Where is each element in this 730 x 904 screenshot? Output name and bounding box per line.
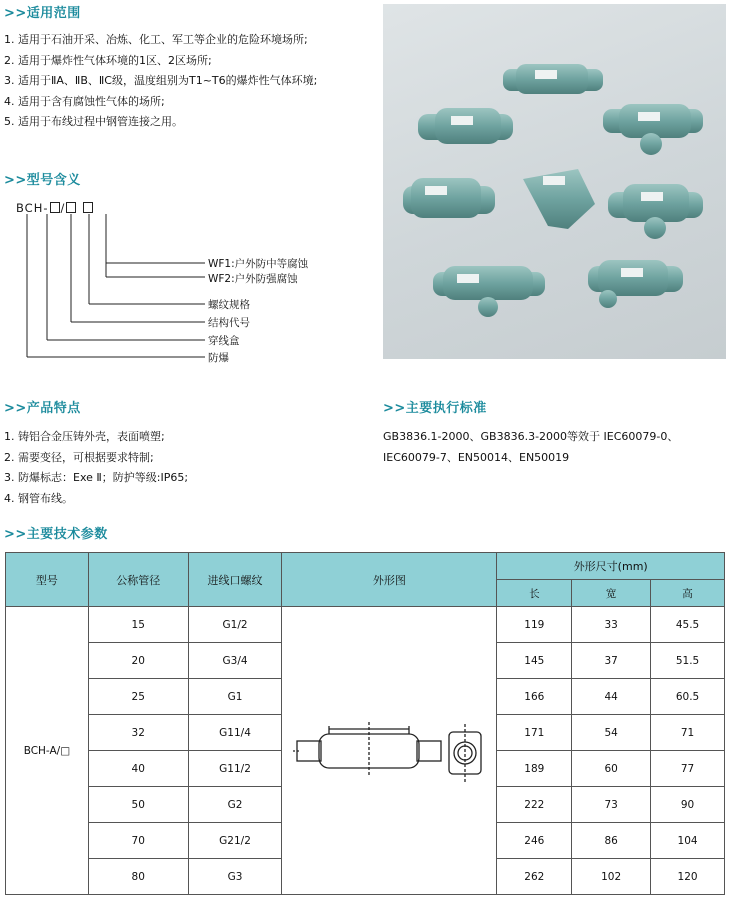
cell-diameter: 40 <box>88 751 188 787</box>
cell-diameter: 32 <box>88 715 188 751</box>
header-thread: 进线口螺纹 <box>188 553 282 607</box>
cell-height: 90 <box>651 787 725 823</box>
cell-model: BCH-A/□ <box>6 607 89 895</box>
conduit-box-elbow-mid <box>403 178 495 218</box>
conduit-box-tee-right <box>603 104 703 155</box>
cell-width: 73 <box>572 787 651 823</box>
cell-length: 262 <box>497 859 572 895</box>
model-label-wf1: WF1:户外防中等腐蚀 <box>208 258 309 270</box>
scope-title: >>适用范围 <box>4 6 81 21</box>
conduit-box-small-tee <box>588 260 683 308</box>
list-item: 3. 适用于ⅡA、ⅡB、ⅡC级，温度组别为T1~T6的爆炸性气体环境; <box>4 74 318 87</box>
cell-diameter: 50 <box>88 787 188 823</box>
cell-height: 45.5 <box>651 607 725 643</box>
model-label-thread: 螺纹规格 <box>208 299 250 311</box>
cell-diameter: 15 <box>88 607 188 643</box>
cell-diameter: 25 <box>88 679 188 715</box>
list-item: 2. 需要变径，可根据要求特制; <box>4 450 154 464</box>
model-label-wf2: WF2:户外防强腐蚀 <box>208 273 298 285</box>
model-title: >>型号含义 <box>4 173 81 188</box>
header-length: 长 <box>497 580 572 607</box>
cell-thread: G11/4 <box>188 715 282 751</box>
cell-length: 222 <box>497 787 572 823</box>
header-dims: 外形尺寸(mm) <box>497 553 725 580</box>
list-item: 1. 适用于石油开采、冶炼、化工、军工等企业的危险环境场所; <box>4 33 308 46</box>
cell-drawing <box>282 607 497 895</box>
cell-height: 51.5 <box>651 643 725 679</box>
cell-height: 71 <box>651 715 725 751</box>
model-label-explosion-proof: 防爆 <box>208 352 229 364</box>
cell-thread: G3/4 <box>188 643 282 679</box>
list-item: 4. 适用于含有腐蚀性气体的场所; <box>4 94 165 108</box>
cell-width: 44 <box>572 679 651 715</box>
standards-title: >>主要执行标准 <box>383 401 487 416</box>
model-label-structure: 结构代号 <box>208 317 250 329</box>
params-title: >>主要技术参数 <box>4 527 108 542</box>
conduit-box-elbow-left <box>418 108 513 144</box>
cell-thread: G1/2 <box>188 607 282 643</box>
list-item: 5. 适用于布线过程中钢管连接之用。 <box>4 115 183 128</box>
header-diameter: 公称管径 <box>88 553 188 607</box>
cell-thread: G1 <box>188 679 282 715</box>
cell-width: 37 <box>572 643 651 679</box>
conduit-box-long-tee <box>433 266 545 317</box>
model-code-prefix: BCH- <box>16 201 49 215</box>
model-label-box: 穿线盒 <box>208 335 240 347</box>
cell-width: 54 <box>572 715 651 751</box>
model-code-separator: / <box>60 201 66 215</box>
cell-height: 104 <box>651 823 725 859</box>
header-width: 宽 <box>572 580 651 607</box>
model-code-diagram <box>0 0 380 380</box>
cell-width: 86 <box>572 823 651 859</box>
spec-table <box>5 552 725 895</box>
cell-thread: G3 <box>188 859 282 895</box>
cell-thread: G2 <box>188 787 282 823</box>
cell-length: 171 <box>497 715 572 751</box>
header-drawing: 外形图 <box>282 553 497 607</box>
cell-length: 246 <box>497 823 572 859</box>
cell-diameter: 70 <box>88 823 188 859</box>
list-item: 4. 钢管布线。 <box>4 491 73 505</box>
list-item: 2. 适用于爆炸性气体环境的1区、2区场所; <box>4 53 212 67</box>
cell-diameter: 80 <box>88 859 188 895</box>
conduit-box-90deg <box>523 169 595 229</box>
list-item: 3. 防爆标志：Exe Ⅱ；防护等级:IP65; <box>4 471 189 484</box>
cell-diameter: 20 <box>88 643 188 679</box>
cell-length: 166 <box>497 679 572 715</box>
cell-height: 120 <box>651 859 725 895</box>
cell-length: 119 <box>497 607 572 643</box>
conduit-box-tee-mid <box>608 184 703 239</box>
table-row <box>6 607 725 643</box>
header-model: 型号 <box>6 553 89 607</box>
cell-height: 77 <box>651 751 725 787</box>
features-list <box>4 427 188 509</box>
features-title: >>产品特点 <box>4 401 81 416</box>
cell-thread: G21/2 <box>188 823 282 859</box>
header-height: 高 <box>651 580 725 607</box>
product-photo <box>383 4 726 359</box>
cell-width: 102 <box>572 859 651 895</box>
cell-width: 60 <box>572 751 651 787</box>
conduit-box-a <box>503 64 603 94</box>
cell-thread: G11/2 <box>188 751 282 787</box>
cell-length: 145 <box>497 643 572 679</box>
product-photo-art <box>383 4 726 359</box>
list-item: 1. 铸铝合金压铸外壳，表面喷塑; <box>4 430 165 443</box>
cell-height: 60.5 <box>651 679 725 715</box>
cell-width: 33 <box>572 607 651 643</box>
cell-length: 189 <box>497 751 572 787</box>
outline-drawing <box>289 704 489 794</box>
standards-text: GB3836.1-2000、GB3836.3-2000等效于 IEC60079-0、IEC60079-7、EN50014、EN50019 <box>383 430 679 464</box>
